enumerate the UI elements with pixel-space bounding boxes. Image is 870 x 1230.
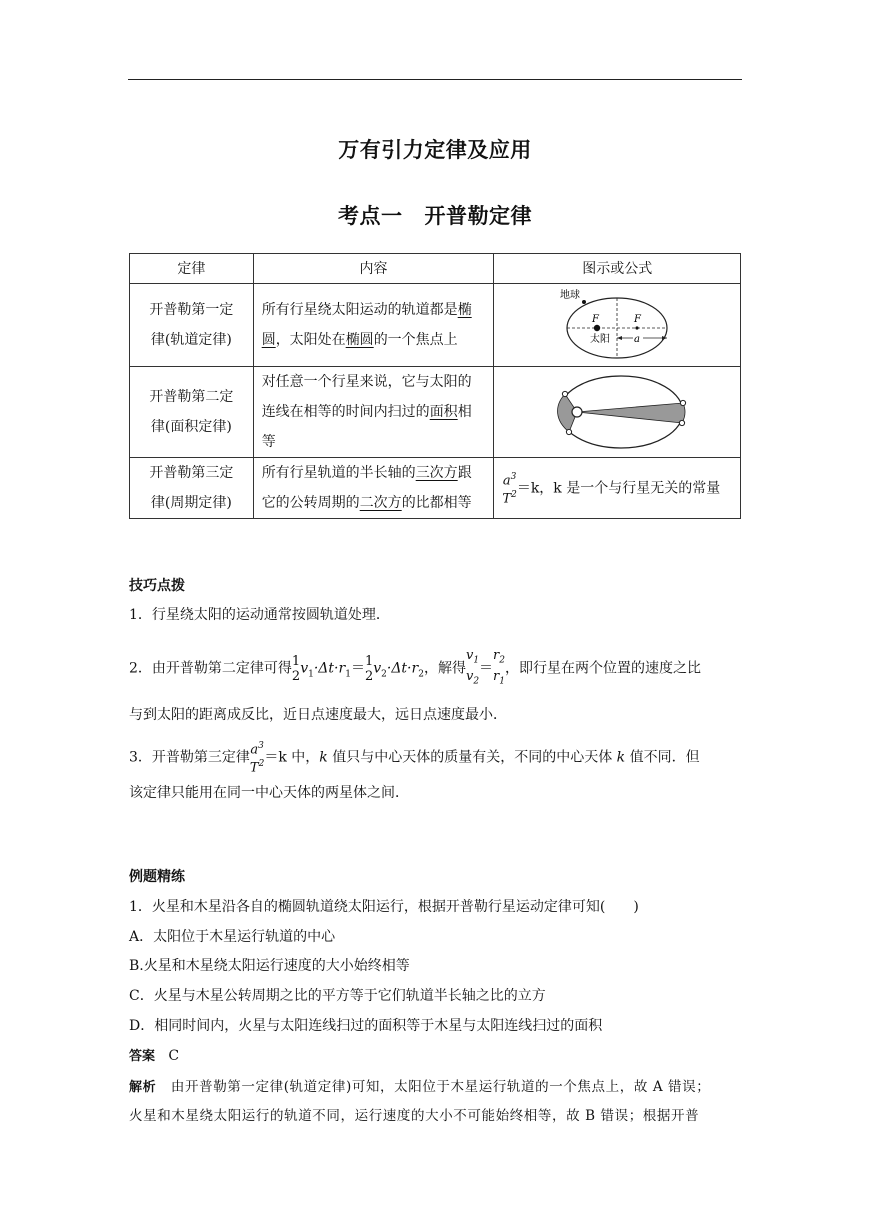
example-heading: 例题精练	[129, 869, 185, 885]
analysis-line-2: 火星和木星绕太阳运行的轨道不同，运行速度的大小不可能始终相等，故 B 错误；根据开普	[129, 1108, 700, 1124]
table-row	[130, 367, 741, 458]
option-a: A．太阳位于木星运行轨道的中心	[129, 929, 336, 945]
tips-heading: 技巧点拨	[129, 578, 185, 594]
analysis-line-1: 解析 由开普勒第一定律(轨道定律)可知，太阳位于木星运行轨道的一个焦点上，故 A 错误；	[129, 1079, 711, 1095]
sun-circle	[572, 407, 582, 417]
tip-item-1: 1．行星绕太阳的运动通常按圆轨道处理．	[129, 607, 390, 623]
law-name-cell: 开普勒第一定 律(轨道定律)	[130, 284, 254, 367]
planet-position	[681, 400, 686, 405]
earth-dot	[582, 300, 586, 304]
answer-line: 答案 C	[129, 1048, 180, 1064]
sun-dot	[594, 325, 600, 331]
header-law: 定律	[130, 254, 254, 284]
section-title	[0, 200, 870, 230]
ellipse-orbit-diagram	[494, 284, 741, 367]
planet-position	[563, 391, 568, 396]
second-law-figure	[517, 370, 717, 454]
law-content-cell: 所有行星轨道的半长轴的三次方跟 它的公转周期的二次方的比都相等	[253, 458, 494, 519]
document-title: 万有引力定律及应用	[338, 138, 532, 162]
focus-label-left: F	[592, 314, 600, 325]
tip-item-3-cont: 该定律只能用在同一中心天体的两星体之间．	[129, 785, 409, 801]
third-law-formula: $a^3$ $T^2$ ＝k，k 是一个与行星无关的常量	[494, 458, 741, 519]
section-name: 开普勒定律	[424, 204, 532, 228]
option-b: B.火星和木星绕太阳运行速度的大小始终相等	[129, 958, 410, 974]
planet-position	[567, 429, 572, 434]
semi-major-axis-label: a	[634, 334, 641, 345]
table-row	[130, 458, 741, 519]
law-content-cell: 所有行星绕太阳运动的轨道都是椭 圆，太阳处在椭圆的一个焦点上	[253, 284, 494, 367]
option-c: C．火星与木星公转周期之比的平方等于它们轨道半长轴之比的立方	[129, 988, 546, 1004]
focus-dot	[636, 326, 639, 329]
tip-item-3: 3．开普勒第三定律 $a^3$ $T^2$ ＝k 中，k 值只与中心天体的质量有关，不同的中心天体 k 值不同．但	[129, 741, 700, 776]
table-row	[130, 284, 741, 367]
law-name-cell: 开普勒第二定 律(面积定律)	[130, 367, 254, 458]
earth-label: 地球	[560, 290, 581, 301]
header-rule	[128, 79, 742, 80]
sun-label: 太阳	[590, 334, 611, 345]
law-name-cell: 开普勒第三定 律(周期定律)	[130, 458, 254, 519]
focus-label-right: F	[634, 314, 642, 325]
planet-position	[680, 420, 685, 425]
area-law-diagram	[494, 367, 741, 458]
header-content: 内容	[253, 254, 494, 284]
header-diagram: 图示或公式	[494, 254, 741, 284]
first-law-figure	[517, 286, 717, 364]
law-content-cell: 对任意一个行星来说，它与太阳的 连线在相等的时间内扫过的面积相 等	[253, 367, 494, 458]
option-d: D．相同时间内，火星与太阳连线扫过的面积等于木星与太阳连线扫过的面积	[129, 1018, 603, 1034]
tip-item-2: 2．由开普勒第二定律可得 1 2 $v_1\cdot\Delta t\cdot r_1=$ 1 2 $v_2\cdot\Delta t\cdot r_2$，解得 $v_1$ $v_2$ ＝ $r_2$ $r_1$ ，即行星在两个位置的速度之比	[129, 648, 701, 687]
kepler-laws-table	[129, 253, 741, 519]
section-label: 考点一	[338, 204, 403, 228]
table-header-row	[130, 254, 741, 284]
example-question: 1．火星和木星沿各自的椭圆轨道绕太阳运行，根据开普勒行星运动定律可知( )	[129, 899, 639, 915]
tip-item-2-cont: 与到太阳的距离成反比，近日点速度最大，远日点速度最小．	[129, 707, 507, 723]
